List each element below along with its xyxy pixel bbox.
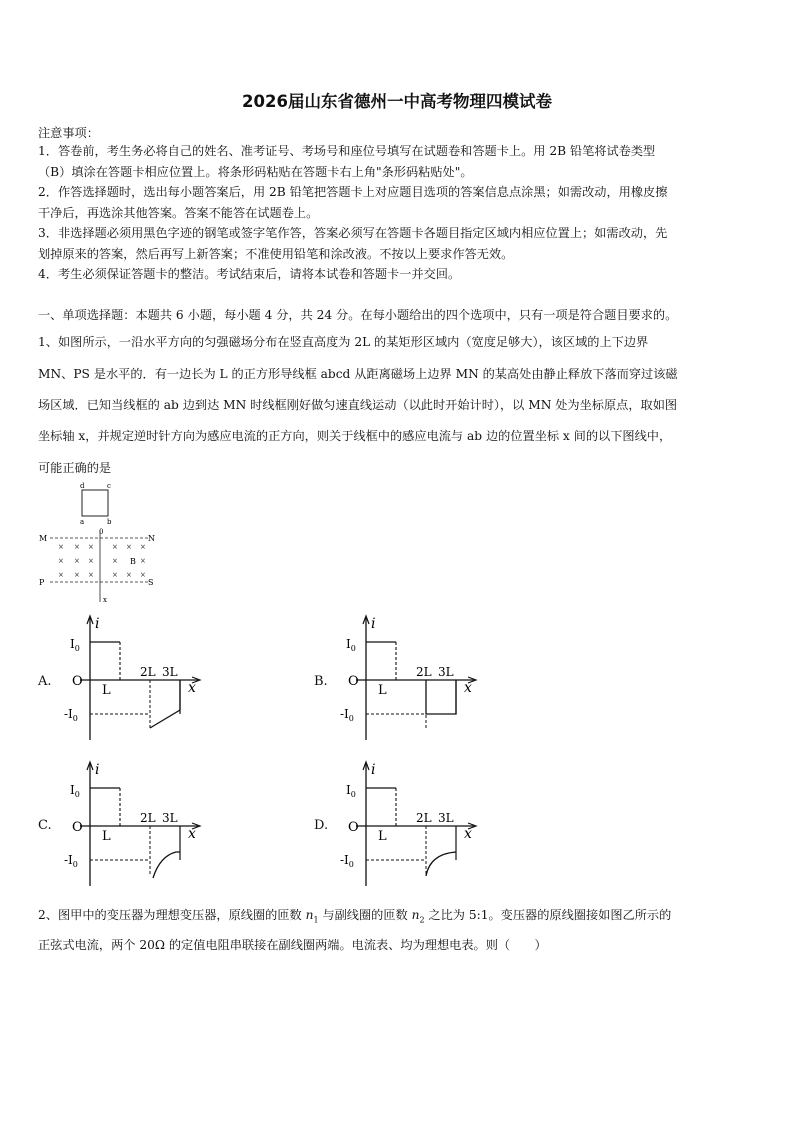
question-1-text: 场区域．已知当线框的 ab 边到达 MN 时线框刚好做匀速直线运动（以此时开始计时），以 MN 处为坐标原点，取如图 [38, 398, 678, 412]
label-b-field: B [130, 557, 136, 566]
x-axis-label: x [464, 680, 472, 696]
tick-2l-label: 2L [416, 811, 432, 825]
tick-2l-label: 2L [416, 665, 432, 679]
section-heading: 一、单项选择题：本题共 6 小题，每小题 4 分，共 24 分。在每小题给出的四个选项中，只有一项是符合题目要求的。 [38, 308, 678, 322]
label-b: b [107, 518, 112, 526]
i0-label: $I_0$ [346, 783, 356, 799]
notice-line: 4．考生必须保证答题卡的整洁。考试结束后，请将本试卷和答题卡一并交回。 [38, 267, 461, 281]
neg-i0-label: $-I_0$ [340, 707, 354, 723]
field-cross: × [58, 571, 64, 579]
square-frame [82, 490, 108, 516]
current-segment [426, 680, 456, 714]
tick-l-label: L [378, 683, 387, 698]
tick-l-label: L [102, 683, 111, 698]
option-d-label[interactable]: D. [314, 818, 329, 833]
origin-label: O [348, 820, 359, 835]
i0-label: $I_0$ [70, 783, 80, 799]
label-a: a [80, 518, 85, 526]
field-cross: × [74, 571, 80, 579]
magnetic-field-figure [36, 480, 166, 605]
option-b-graph [336, 612, 486, 746]
tick-l-label: L [378, 829, 387, 844]
y-axis-label: i [371, 762, 376, 778]
notice-line: 划掉原来的答案，然后再写上新答案；不准使用铅笔和涂改液。不按以上要求作答无效。 [38, 247, 514, 261]
field-cross: × [112, 543, 118, 551]
label-x: x [103, 596, 107, 604]
field-cross: × [58, 543, 64, 551]
tick-3l-label: 3L [438, 811, 454, 825]
field-cross: × [74, 557, 80, 565]
question-1-text: 可能正确的是 [38, 461, 112, 475]
page-title: 2026届山东省德州一中高考物理四模试卷 [242, 92, 552, 111]
origin-label: O [348, 674, 359, 689]
field-cross: × [140, 571, 146, 579]
tick-3l-label: 3L [162, 811, 178, 825]
field-cross: × [88, 571, 94, 579]
origin-label: O [72, 674, 83, 689]
option-d-graph [336, 758, 486, 892]
tick-2l-label: 2L [140, 665, 156, 679]
field-cross: × [126, 543, 132, 551]
x-axis-label: x [188, 680, 196, 696]
y-axis-label: i [95, 616, 100, 632]
question-2-text: 2、图甲中的变压器为理想变压器，原线圈的匝数 $n_1$ 与副线圈的匝数 $n_2$ 之比为 5:1。变压器的原线圈接如图乙所示的 [38, 908, 672, 925]
option-a-graph [60, 612, 210, 746]
neg-i0-label: $-I_0$ [64, 707, 78, 723]
y-axis-label: i [371, 616, 376, 632]
neg-i0-label: $-I_0$ [340, 853, 354, 869]
question-1-text: 坐标轴 x，并规定逆时针方向为感应电流的正方向，则关于线框中的感应电流与 ab 边的位置坐标 x 间的以下图线中， [38, 429, 672, 443]
field-cross: × [88, 543, 94, 551]
option-a-label[interactable]: A. [38, 674, 52, 689]
origin-label: O [72, 820, 83, 835]
field-cross: × [126, 571, 132, 579]
notice-line: （B）填涂在答题卡相应位置上。将条形码粘贴在答题卡右上角"条形码粘贴处"。 [38, 165, 473, 179]
option-b-label[interactable]: B. [314, 674, 328, 689]
option-c-graph [60, 758, 210, 892]
tick-2l-label: 2L [140, 811, 156, 825]
tick-3l-label: 3L [438, 665, 454, 679]
y-axis-label: i [95, 762, 100, 778]
i0-label: $I_0$ [346, 637, 356, 653]
field-cross: × [88, 557, 94, 565]
current-segment [426, 852, 456, 876]
current-segment [150, 680, 180, 728]
option-c-label[interactable]: C. [38, 818, 52, 833]
current-segment [153, 852, 180, 878]
label-origin: 0 [99, 528, 104, 536]
notice-line: 干净后，再选涂其他答案。答案不能答在试题卷上。 [38, 206, 319, 220]
label-s: S [148, 578, 154, 587]
notice-heading: 注意事项： [38, 126, 99, 140]
x-axis-label: x [188, 826, 196, 842]
i0-label: $I_0$ [70, 637, 80, 653]
tick-l-label: L [102, 829, 111, 844]
notice-line: 2．作答选择题时，选出每小题答案后，用 2B 铅笔把答题卡上对应题目选项的答案信息点涂黑；如需改动，用橡皮擦 [38, 185, 668, 199]
field-cross: × [112, 571, 118, 579]
label-d: d [80, 482, 85, 490]
field-cross: × [112, 557, 118, 565]
tick-3l-label: 3L [162, 665, 178, 679]
x-axis-label: x [464, 826, 472, 842]
field-cross: × [140, 557, 146, 565]
label-c: c [107, 482, 111, 490]
label-p: P [39, 578, 45, 587]
label-m: M [39, 534, 48, 543]
field-cross: × [140, 543, 146, 551]
question-2-text: 正弦式电流，两个 20Ω 的定值电阻串联接在副线圈两端。电流表、均为理想电表。则（ ） [38, 938, 547, 952]
question-1-text: MN、PS 是水平的．有一边长为 L 的正方形导线框 abcd 从距离磁场上边界 MN 的某高处由静止释放下落而穿过该磁 [38, 367, 678, 381]
neg-i0-label: $-I_0$ [64, 853, 78, 869]
notice-line: 1．答卷前，考生务必将自己的姓名、准考证号、考场号和座位号填写在试题卷和答题卡上。用 2B 铅笔将试卷类型 [38, 144, 656, 158]
label-n: N [148, 534, 155, 543]
question-1-text: 1、如图所示，一沿水平方向的匀强磁场分布在竖直高度为 2L 的某矩形区域内（宽度足够大），该区域的上下边界 [38, 335, 649, 349]
field-cross: × [58, 557, 64, 565]
field-cross: × [74, 543, 80, 551]
notice-line: 3．非选择题必须用黑色字迹的钢笔或签字笔作答，答案必须写在答题卡各题目指定区域内相应位置上；如需改动，先 [38, 226, 668, 240]
